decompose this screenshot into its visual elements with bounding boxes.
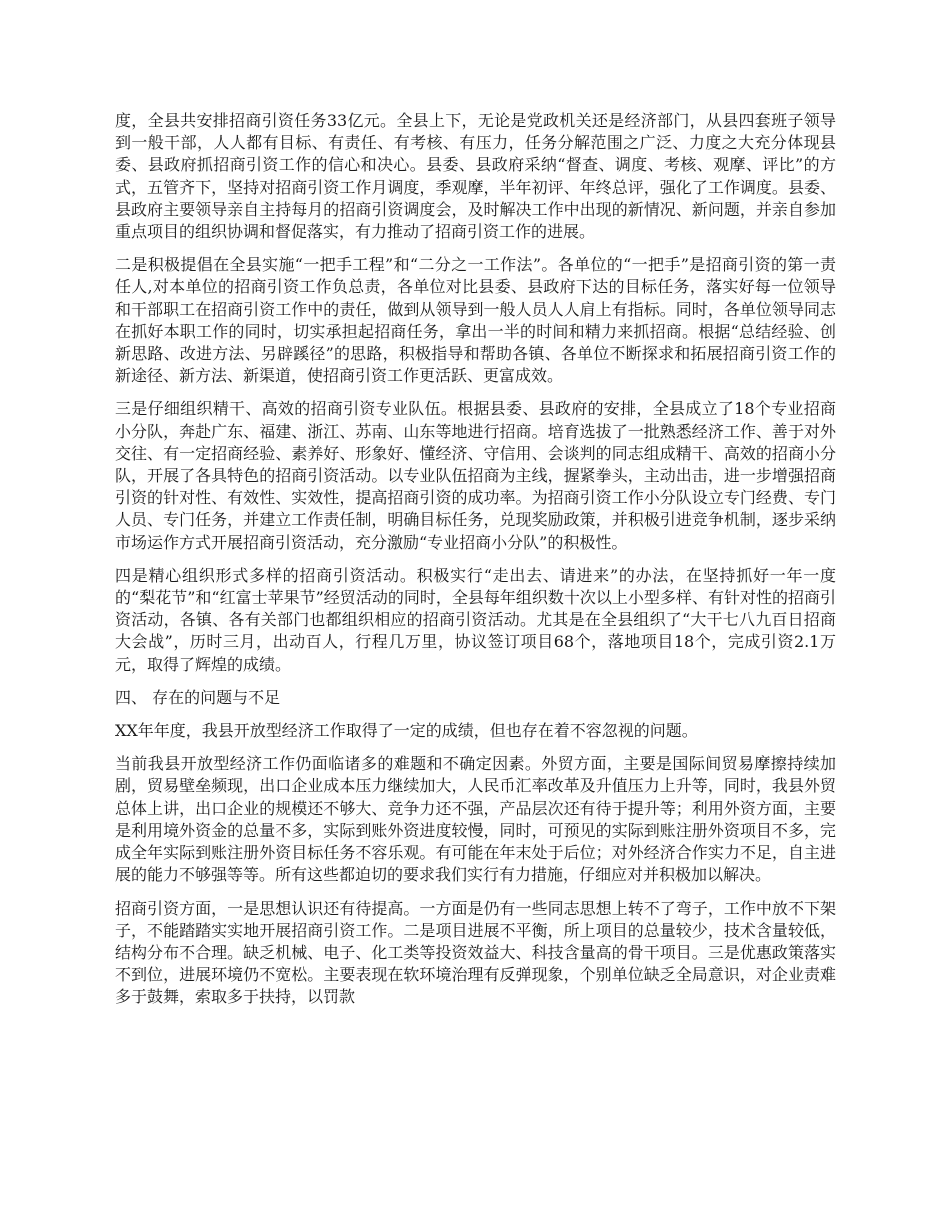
- section-heading: 四、 存在的问题与不足: [115, 687, 281, 707]
- paragraph-1: 度，全县共安排招商引资任务33亿元。全县上下，无论是党政机关还是经济部门，从县四套班子领导到一般干部，人人都有目标、有责任、有考核、有压力，任务分解范围之广泛、力度之大充分体现县委、县政府抓招商引资工作的信心和决心。县委、县政府采纳“督查、调度、考核、观摩、评比”的方式，五管齐下，坚持对招商引资工作月调度，季观摩，半年初评、年终总评，强化了工作调度。县委、县政府主要领导亲自主持每月的招商引资调度会，及时解决工作中出现的新情况、新问题，并亲自参加重点项目的组织协调和督促落实，有力推动了招商引资工作的进展。: [115, 111, 836, 242]
- document-body: [115, 110, 836, 1020]
- paragraph-2: 二是积极提倡在全县实施“一把手工程”和“二分之一工作法”。各单位的“一把手”是招商引资的第一责任人,对本单位的招商引资工作负总责，各单位对比县委、县政府下达的目标任务，落实好每一位领导和干部职工在招商引资工作中的责任，做到从领导到一般人员人人肩上有指标。同时，各单位领导同志在抓好本职工作的同时，切实承担起招商任务，拿出一半的时间和精力来抓招商。根据“总结经验、创新思路、改进方法、另辟蹊径”的思路，积极指导和帮助各镇、各单位不断探求和拓展招商引资工作的新途径、新方法、新渠道，使招商引资工作更活跃、更富成效。: [115, 255, 836, 386]
- paragraph-5: XX年年度，我县开放型经济工作取得了一定的成绩，但也存在着不容忽视的问题。: [115, 721, 698, 741]
- paragraph-6: 当前我县开放型经济工作仍面临诸多的难题和不确定因素。外贸方面，主要是国际间贸易摩擦持续加剧，贸易壁垒频现，出口企业成本压力继续加大，人民币汇率改革及升值压力上升等，同时，我县外贸总体上讲，出口企业的规模还不够大、竞争力还不强，产品层次还有待于提升等；利用外资方面，主要是利用境外资金的总量不多，实际到账外资进度较慢，同时，可预见的实际到账注册外资项目不多，完成全年实际到账注册外资目标任务不容乐观。有可能在年末处于后位；对外经济合作实力不足，自主进展的能力不够强等等。所有这些都迫切的要求我们实行有力措施，仔细应对并积极加以解决。: [115, 754, 836, 885]
- paragraph-3: 三是仔细组织精干、高效的招商引资专业队伍。根据县委、县政府的安排，全县成立了18个专业招商小分队，奔赴广东、福建、浙江、苏南、山东等地进行招商。培育选拔了一批熟悉经济工作、善于对外交往、有一定招商经验、素养好、形象好、懂经济、守信用、会谈判的同志组成精干、高效的招商小分队，开展了各具特色的招商引资活动。以专业队伍招商为主线，握紧拳头，主动出击，进一步增强招商引资的针对性、有效性、实效性，提高招商引资的成功率。为招商引资工作小分队设立专门经费、专门人员、专门任务，并建立工作责任制，明确目标任务，兑现奖励政策，并积极引进竞争机制，逐步采纳市场运作方式开展招商引资活动，充分激励“专业招商小分队”的积极性。: [115, 399, 836, 552]
- paragraph-4: 四是精心组织形式多样的招商引资活动。积极实行“走出去、请进来”的办法，在坚持抓好一年一度的“梨花节”和“红富士苹果节”经贸活动的同时，全县每年组织数十次以上小型多样、有针对性的招商引资活动，各镇、各有关部门也都组织相应的招商引资活动。尤其是在全县组织了“大干七八九百日招商大会战”，历时三月，出动百人，行程几万里，协议签订项目68个，落地项目18个，完成引资2.1万元，取得了辉煌的成绩。: [115, 565, 836, 674]
- paragraph-7: 招商引资方面，一是思想认识还有待提高。一方面是仍有一些同志思想上转不了弯子，工作中放不下架子，不能踏踏实实地开展招商引资工作。二是项目进展不平衡，所上项目的总量较少，技术含量较低，结构分布不合理。缺乏机械、电子、化工类等投资效益大、科技含量高的骨干项目。三是优惠政策落实不到位，进展环境仍不宽松。主要表现在软环境治理有反弹现象，个别单位缺乏全局意识，对企业责难多于鼓舞，索取多于扶持，以罚款: [115, 898, 836, 1007]
